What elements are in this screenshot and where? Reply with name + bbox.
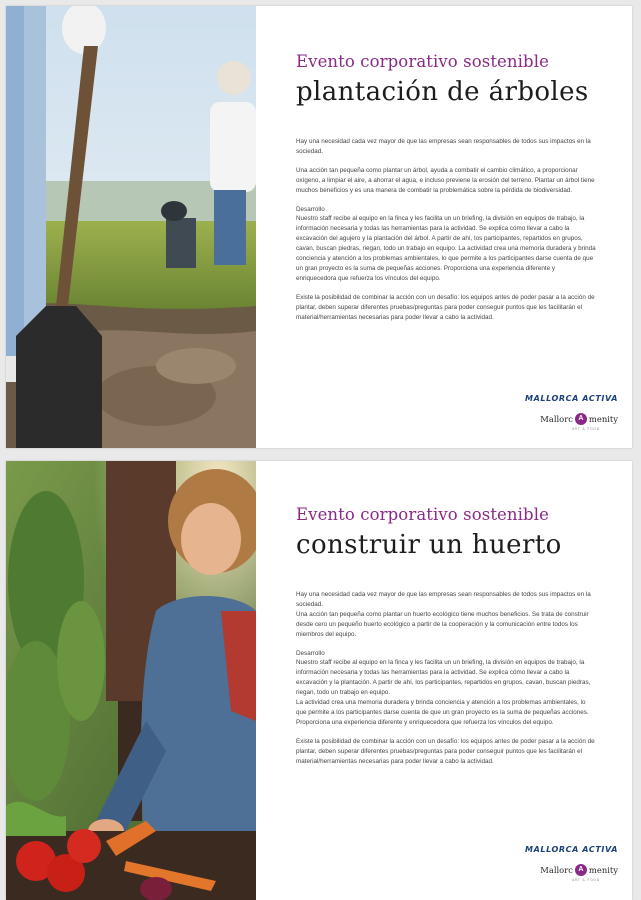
amenity-tagline: ART & FOOD <box>572 427 600 431</box>
paragraph: Nuestro staff recibe al equipo en la finca y les facilita un un briefing, la división en equipos de trabajo, la información necesaria y todas las herramientas para la actividad. Se explica cómo llevar a cabo la excavación y la plantación. A partir de ahí, los participantes, repartidos en grupos, cavan, buscan piedras, riegan, todo un trabajo en equipo. <box>296 659 591 697</box>
tree-planting-illustration <box>6 6 256 448</box>
event-description <box>296 137 596 323</box>
event-kicker: Evento corporativo sostenible <box>296 52 549 71</box>
mallorca-amenity-logo <box>525 413 618 425</box>
paragraph: Existe la posibilidad de combinar la acción con un desafío: los equipos antes de poder pasar a la acción de plantar, deben superar diferentes pruebas/preguntas para poder conseguir puntos que les facilitarán el material/herramientas necesarias para poder llevar a cabo la actividad. <box>296 737 595 765</box>
amenity-logo-left: Mallorc <box>540 414 573 424</box>
paragraph: Una acción tan pequeña como plantar un huerto ecológico tiene muchos beneficios. Se trata de construir desde cero un pequeño huerto ecológico a partir de la cooperación y la comunicación entre todos los miembros del equipo. <box>296 610 589 638</box>
brand-logos <box>525 394 618 431</box>
event-kicker: Evento corporativo sostenible <box>296 505 549 524</box>
mallorca-activa-logo: MALLORCA ACTIVA <box>525 394 618 403</box>
document-page-1 <box>6 6 632 448</box>
amenity-mark-icon: A <box>575 864 587 876</box>
paragraph: Hay una necesidad cada vez mayor de que las empresas sean responsables de todos sus impactos en la sociedad. <box>296 138 591 155</box>
tree-planting-photo <box>6 6 256 448</box>
document-page-2 <box>6 461 632 900</box>
amenity-tagline: ART & FOOD <box>572 878 600 882</box>
paragraph: Una acción tan pequeña como plantar un árbol, ayuda a combatir el cambio climático, a proporcionar oxígeno, a limpiar el aire, a ahorrar el agua, e incluso previene la erosión del terreno. Plantar un árbol tiene muchos beneficios y es una manera de combatir la problemática sobre la pérdida de biodiversidad. <box>296 166 595 194</box>
vegetable-garden-illustration <box>6 461 256 900</box>
mallorca-activa-logo: MALLORCA ACTIVA <box>525 845 618 854</box>
amenity-logo-right: menity <box>588 865 618 875</box>
paragraph: Existe la posibilidad de combinar la acción con un desafío: los equipos antes de poder pasar a la acción de plantar, deben superar diferentes pruebas/preguntas para poder conseguir puntos que les facilitarán el material/herramientas necesarias para poder llevar a cabo la actividad. <box>296 293 595 321</box>
mallorca-amenity-logo <box>525 864 618 876</box>
event-heading: plantación de árboles <box>296 77 589 107</box>
brand-logos <box>525 845 618 882</box>
paragraph: Nuestro staff recibe al equipo en la finca y les facilita un un briefing, la división en equipos de trabajo, la información necesaria y todas las herramientas para la actividad. Se explica cómo llevar a cabo la excavación del agujero y la plantación del árbol. A partir de ahí, los participantes, repartidos en grupos, cavan, buscan piedras, riegan, todo un trabajo en equipo. La actividad crea una memoria duradera y brinda conciencia y atención a los problemas ambientales, lo que permite a los participantes darse cuenta de que un gran proyecto es la suma de pequeñas acciones. Proporciona una experiencia diferente y enriquecedora que refuerza los vínculos del equipo. <box>296 215 596 282</box>
section-label: Desarrollo <box>296 649 325 657</box>
amenity-mark-icon: A <box>575 413 587 425</box>
amenity-logo-left: Mallorc <box>540 865 573 875</box>
paragraph: La actividad crea una memoria duradera y brinda conciencia y atención a los problemas ambientales, lo que permite a los participantes darse cuenta de que un gran proyecto es la suma de pequeñas acciones. Proporciona una experiencia diferente y enriquecedora que refuerza los vínculos del equipo. <box>296 699 589 726</box>
vegetable-garden-photo <box>6 461 256 900</box>
section-label: Desarrollo <box>296 205 325 213</box>
paragraph: Hay una necesidad cada vez mayor de que las empresas sean responsables de todos sus impactos en la sociedad. <box>296 591 591 608</box>
event-description <box>296 590 596 767</box>
amenity-logo-right: menity <box>588 414 618 424</box>
event-heading: construir un huerto <box>296 530 562 560</box>
